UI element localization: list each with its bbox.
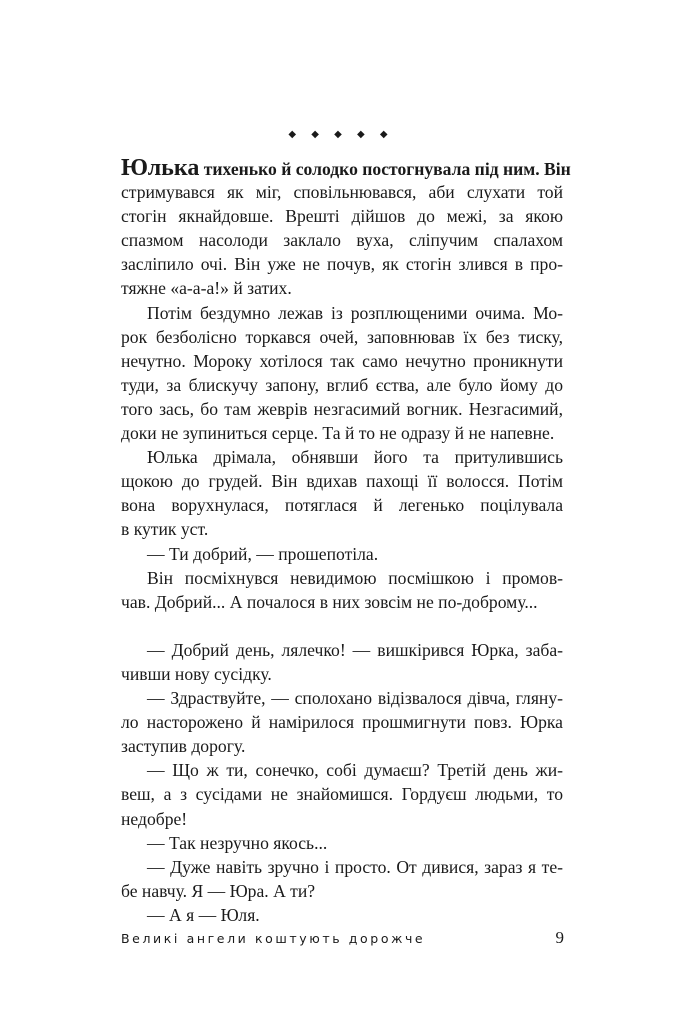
opening-bold-text: тихенько й солодко постогнувала під ним. Він [199, 159, 571, 179]
text-line: засліпило очі. Він уже не почув, як стогін злився в про- [121, 254, 563, 275]
text-line: бе навчу. Я — Юра. А ти? [121, 880, 316, 901]
dialogue-line: — А я — Юля. [147, 904, 260, 925]
section-break [121, 614, 563, 638]
text-line: ло насторожено й намірилося прошмигнути повз. Юрка [121, 712, 563, 733]
section-ornament: ◆ ◆ ◆ ◆ ◆ [288, 129, 394, 140]
text-line: туди, за блискучу запону, вглиб єства, але було йому до [121, 374, 563, 395]
running-footer-title: Великі ангели коштують дорожче [121, 931, 426, 946]
text-line: Юлька дрімала, обнявши його та притулившись [147, 447, 563, 468]
text-line: щокою до грудей. Він вдихав пахощі її волосся. Потім [121, 471, 563, 492]
text-line: Він посміхнувся невидимою посмішкою і промов- [147, 567, 563, 588]
text-line: того зась, бо там жеврів незгасимий вогник. Незгасимий, [121, 398, 563, 419]
text-line: стримувався як міг, сповільнювався, аби слухати той [121, 182, 563, 203]
text-line: чивши нову сусідку. [121, 663, 272, 684]
text-line: тяжне «а-а-а!» й затих. [121, 278, 292, 299]
text-line: спазмом насолоди заклало вуха, сліпучим спалахом [121, 230, 563, 251]
page-number: 9 [555, 928, 564, 947]
text-line: заступив дорогу. [121, 736, 246, 757]
dialogue-line: — Ти добрий, — прошепотіла. [147, 543, 379, 564]
text-line: в кутик уст. [121, 519, 209, 540]
text-line: нечутно. Мороку хотілося так само нечутно проникнути [121, 350, 563, 371]
text-line: вона ворухнулася, потяглася й легенько поцілувала [121, 495, 563, 516]
text-line: чав. Добрий... А почалося в них зовсім не по-доброму... [121, 591, 538, 612]
text-line: Потім бездумно лежав із розплющеними очима. Мо- [147, 302, 563, 323]
text-line-1 [121, 155, 571, 181]
dialogue-line: — Так незручно якось... [147, 832, 328, 853]
dialogue-line: — Здраствуйте, — сполохано відізвалося дівча, гляну- [147, 688, 563, 709]
dialogue-line: — Добрий день, лялечко! — вишкірився Юрка, заба- [147, 639, 563, 660]
text-line: стогін якнайдовше. Врешті дійшов до межі, за якою [121, 206, 563, 227]
dialogue-line: — Дуже навіть зручно і просто. От дивися, зараз я те- [147, 856, 563, 877]
body-text [121, 155, 571, 927]
text-line: веш, а з сусідами не знайомишся. Гордуєш людьми, то [121, 784, 563, 805]
dialogue-line: — Що ж ти, сонечко, собі думаєш? Третій день жи- [147, 760, 563, 781]
opening-word: Юлька [121, 155, 200, 181]
text-line: доки не зупиниться серце. Та й то не одразу й не напевне. [121, 423, 555, 444]
text-line: рок безболісно торкався очей, заповнював їх без тиску, [121, 326, 563, 347]
text-line: недобре! [121, 808, 188, 829]
